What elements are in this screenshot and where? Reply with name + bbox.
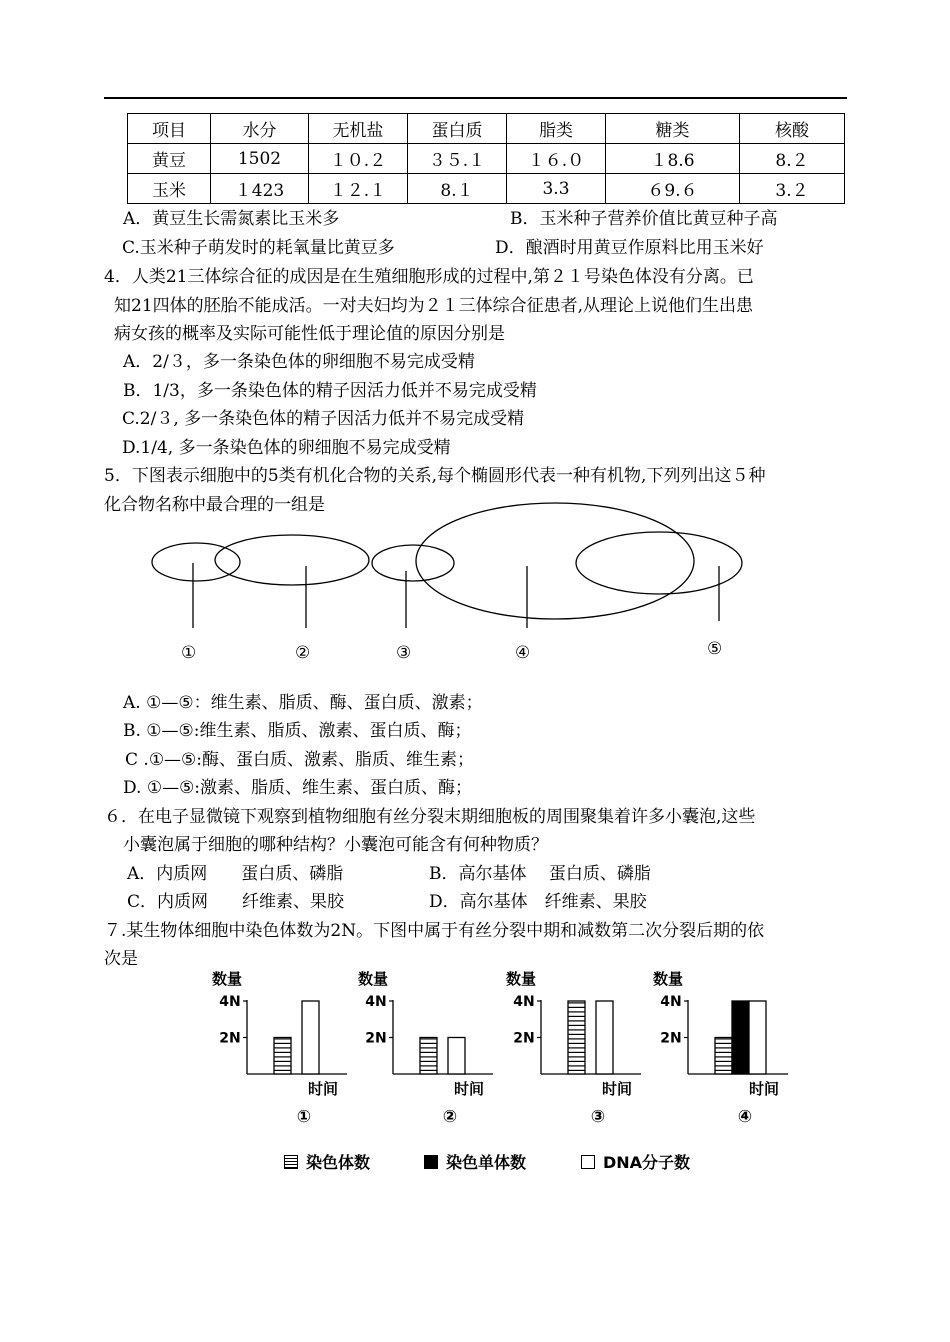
bar-dna <box>302 1001 319 1074</box>
table-cell: 1502 <box>211 144 309 174</box>
bar-dna <box>596 1001 613 1074</box>
diagram-label-2: ② <box>295 643 311 663</box>
q4-option-b: B．1/3，多一条染色体的精子因活力低并不易完成受精 <box>123 381 537 401</box>
bar-chromosome <box>274 1038 291 1075</box>
table-cell: １６.０ <box>507 144 606 174</box>
q4-option-c: C.2/３, 多一条染色体的精子因活力低并不易完成受精 <box>122 409 525 429</box>
bar-dna <box>448 1038 465 1075</box>
q6-option-c: C．内质网 纤维素、果胶 <box>127 892 345 912</box>
y-axis-title: 数量 <box>652 970 684 988</box>
legend-label: DNA分子数 <box>603 1153 691 1172</box>
y-tick-label: 4N <box>365 994 387 1010</box>
table-cell: 8.２ <box>740 144 845 174</box>
q6-stem-line1: ６．在电子显微镜下观察到植物细胞有丝分裂末期细胞板的周围聚集着许多小囊泡,这些 <box>104 807 756 827</box>
x-axis-title: 时间 <box>748 1080 780 1098</box>
diagram-label-1: ① <box>181 643 197 663</box>
striped-swatch-icon <box>284 1155 298 1169</box>
table-cell: 黄豆 <box>128 144 211 174</box>
y-tick-label: 4N <box>660 994 682 1010</box>
q4-stem-line1: 4．人类21三体综合征的成因是在生殖细胞形成的过程中,第２１号染色体没有分离。已 <box>104 267 754 287</box>
q5-option-a: A. ①—⑤：维生素、脂质、酶、蛋白质、激素； <box>123 693 483 713</box>
solid-swatch-icon <box>424 1155 438 1169</box>
diagram-label-5: ⑤ <box>707 639 723 659</box>
q6-stem-line2: 小囊泡属于细胞的哪种结构？小囊泡可能含有何种物质？ <box>123 835 548 855</box>
legend-dna <box>581 1150 690 1173</box>
q3-option-a: A．黄豆生长需氮素比玉米多 <box>123 209 340 229</box>
q7-stem-line2: 次是 <box>104 949 138 969</box>
y-tick-label: 4N <box>513 994 535 1010</box>
table-cell: ６9.６ <box>606 174 740 204</box>
y-axis-title: 数量 <box>505 970 537 988</box>
bar-dna <box>749 1001 766 1074</box>
table-header-cell: 水分 <box>211 114 309 144</box>
legend-label: 染色体数 <box>306 1153 371 1172</box>
q6-option-b: B．高尔基体 蛋白质、磷脂 <box>429 864 651 884</box>
chart-number-label: ④ <box>737 1107 753 1127</box>
q7-stem-line1: ７.某生物体细胞中染色体数为2N。下图中属于有丝分裂中期和减数第二次分裂后期的依 <box>104 921 765 941</box>
q5-option-d: D. ①—⑤:激素、脂质、维生素、蛋白质、酶； <box>123 778 473 798</box>
table-header-cell: 糖类 <box>606 114 740 144</box>
chart-number-label: ① <box>296 1107 312 1127</box>
q3-option-c: C.玉米种子萌发时的耗氧量比黄豆多 <box>122 238 395 258</box>
table-header-cell: 核酸 <box>740 114 845 144</box>
bar-chromosome <box>420 1038 437 1075</box>
q3-option-d: D．酿酒时用黄豆作原料比用玉米好 <box>495 238 764 258</box>
diagram-label-3: ③ <box>396 643 412 663</box>
q4-stem-line3: 病女孩的概率及实际可能性低于理论值的原因分别是 <box>114 324 505 344</box>
table-cell: 3.２ <box>740 174 845 204</box>
q5-stem-line2: 化合物名称中最合理的一组是 <box>104 495 325 515</box>
legend-label: 染色单体数 <box>446 1153 527 1172</box>
y-tick-label: 2N <box>513 1030 535 1047</box>
q6-option-d: D．高尔基体 纤维素、果胶 <box>429 892 647 912</box>
table-cell: １8.6 <box>606 144 740 174</box>
table-header-cell: 脂类 <box>507 114 606 144</box>
q3-option-b: B．玉米种子营养价值比黄豆种子高 <box>510 209 778 229</box>
q6-option-a: A．内质网 蛋白质、磷脂 <box>127 864 344 884</box>
y-tick-label: 4N <box>219 994 241 1010</box>
y-tick-label: 2N <box>660 1030 682 1047</box>
table-cell: １２.１ <box>309 174 408 204</box>
table-cell: １０.２ <box>309 144 408 174</box>
legend-chromatid <box>424 1150 526 1173</box>
y-axis-title: 数量 <box>357 970 389 988</box>
table-cell: １423 <box>211 174 309 204</box>
table-cell: 玉米 <box>128 174 211 204</box>
bar-chromosome <box>715 1038 732 1075</box>
q4-stem-line2: 知21四体的胚胎不能成活。一对夫妇均为２１三体综合征患者,从理论上说他们生出患 <box>114 296 754 316</box>
table-cell: ３５.１ <box>408 144 507 174</box>
bar-chromosome <box>568 1001 585 1074</box>
table-header-cell: 蛋白质 <box>408 114 507 144</box>
q4-option-d: D.1/4, 多一条染色体的卵细胞不易完成受精 <box>122 438 451 458</box>
chart-number-label: ③ <box>590 1107 606 1127</box>
q5-option-b: B. ①—⑤:维生素、脂质、激素、蛋白质、酶； <box>123 721 472 741</box>
chart-number-label: ② <box>442 1107 458 1127</box>
q4-option-a: A．2/３，多一条染色体的卵细胞不易完成受精 <box>123 352 475 372</box>
y-axis-title: 数量 <box>211 970 243 988</box>
hollow-swatch-icon <box>581 1155 595 1169</box>
diagram-label-4: ④ <box>515 643 531 663</box>
table-cell: 3.3 <box>507 174 606 204</box>
y-tick-label: 2N <box>365 1030 387 1047</box>
y-tick-label: 2N <box>219 1030 241 1047</box>
table-cell: 8.１ <box>408 174 507 204</box>
table-header-cell: 无机盐 <box>309 114 408 144</box>
x-axis-title: 时间 <box>601 1080 633 1098</box>
x-axis-title: 时间 <box>307 1080 339 1098</box>
legend-chromosome <box>284 1150 370 1173</box>
table-header-cell: 项目 <box>128 114 211 144</box>
q5-stem-line1: 5．下图表示细胞中的5类有机化合物的关系,每个椭圆形代表一种有机物,下列列出这５种 <box>104 466 766 486</box>
bar-chromatid <box>732 1001 749 1074</box>
x-axis-title: 时间 <box>453 1080 485 1098</box>
q5-option-c: C .①—⑤:酶、蛋白质、激素、脂质、维生素； <box>125 750 475 770</box>
